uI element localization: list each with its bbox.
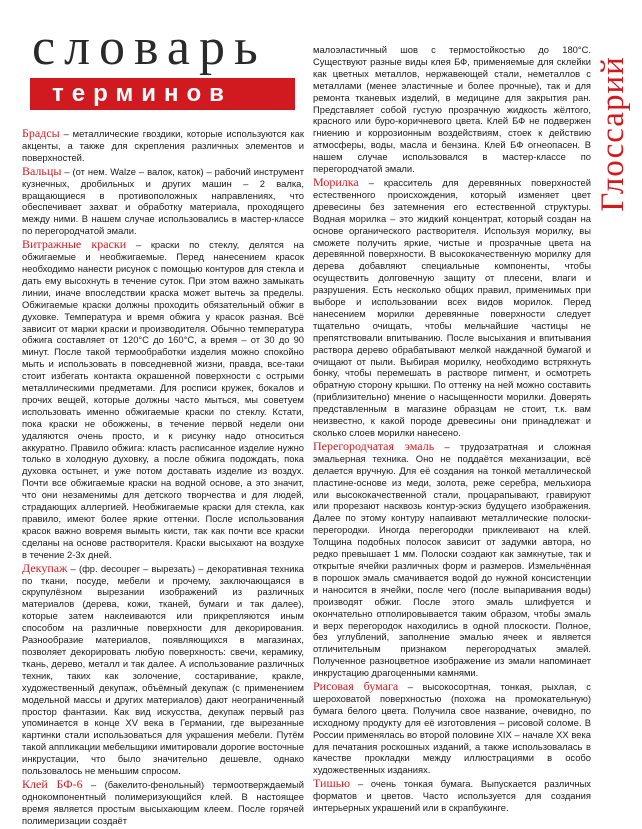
glossary-term: Клей БФ-6 xyxy=(22,776,83,791)
glossary-entry: Морилка – красситель для деревянных поверхностей естественного происхождения, который изменяет цвет древесины без затемнения его естественной структуры. Водная морилка – это жидкий концентрат, который создан на основе органического растворителя. Используя морилку, вы сможете получить яркие, чистые и прозрачные цвета на деревянной поверхности. В высококачественную морилку для дерева добавляют специальные компоненты, чтобы осуществить долговечную защиту от плесени, влаги и разрушения. Есть несколько общих правил, применимых при выборе и использовании всех видов морилок. Перед нанесением морилки деревянные поверхности следует тщательно очищать, чтобы мельчайшие частицы не препятствовали впитыванию. После высыхания и впитывания раствора дерево обрабатывают мелкой наждачной бумагой и очищают от пыли. Выбирая морилку, необходимо встряхнуть бонку, чтобы перемешать в растворе пигмент, и осмотреть обратную сторону крышки. По оттенку на ней можно составить (приблизительно) мнение о насыщенности морилки. Доверять представленным в магазине образцам не стоит, т.к. вам неизвестно, к какой породе древесины они принадлежат и сколько слоев морилки нанесено. xyxy=(313,174,591,438)
glossary-entry: Клей БФ-6 – (бакелито-фенольный) термоотверждаемый однокомпонентный полимеризующийся клей. В настоящее время является простым высыхающим клеем. После горячей полимеризации создаёт xyxy=(22,776,304,826)
glossary-entry: Тишью – очень тонкая бумага. Выпускается различных форматов и цветов. Часто используется для создания интерьерных украшений или в скрапбукинге. xyxy=(313,776,591,814)
glossary-entry: Витражные краски – краски по стеклу, делятся на обжигаемые и необжигаемые. Перед нанесением красок необходимо нанести рисунок с помощью контуров для стекла и дать ему высохнуть в течение суток. При этом важно замыкать линии, иначе впоследствии краска может вытечь за пределы. Обжигаемые краски должны проходить обязательный обжиг в духовке. Температура и время обжига у красок разная. Всё зависит от марки краски и производителя. Обычно температура обжига составляет от 120°С до 160°С, а время – от 30 до 90 минут. После такой термообработки изделия можно спокойно мыть и использовать в повседневной жизни, правда, все-таки стоит избегать контакта окрашенной поверхности с острыми металлическими предметами. Для росписи кружек, бокалов и прочих вещей, которые должны часто мыться, мы советуем использовать именно обжигаемые краски по стеклу. Кстати, пока краски не обожжены, в течение первой недели они удаляются очень просто, и к рисунку надо относиться аккуратно. Правило обжига: класть расписанное изделие нужно только в холодную духовку, а после обжига подождать, пока духовка остынет, и уже потом доставать изделие из воздух. Почти все обжигаемые краски на водной основе, а это значит, что они незаменимы для детского творчества и для людей, страдающих аллергией. Необжигаемые краски для стекла, как правило, имеют более яркие оттенки. После использования красок важно вовремя вымыть кисти, так как почти все краски сделаны на основе растворителя. Краски высыхают на воздухе в течение 2-3х дней. xyxy=(22,237,304,560)
glossary-definition: трудозатратная и сложная эмальерная техника. Оно не поддаётся механизации, всё делается вручную. Для её создания на тонкой металлической пластине-основе из меди, золота, реже серебра, мельхиора или высококачественной стали, процарапывают, гравируют или прорезают насквозь контур-эскиз будущего изображения. Далее по этому контуру напаивают металлические полоски-перегородки. Иногда перегородки приклеивают на клей. Толщина подобных полосок зависит от задумки автора, но редко превышает 1 мм. Полоски создают как замкнутые, так и открытые ячейки различных форм и размеров. Измельчённая в порошок эмаль смачивается водой до нужной консистенции и наносится в ячейки, после чего (после выпаривания воды) производят обжиг. После этого эмаль шлифуется и окончательно отполировывается таким образом, чтобы эмаль и верх перегородок находились в одной плоскости. Полное, без углублений, заполнение эмалью ячеек и является отличительным признаком перегородчатых эмалей. Полученное разноцветное изображение из эмали напоминает инкрустацию драгоценными камнями. xyxy=(313,440,591,679)
glossary-entry: Вальцы – (от нем. Walze – валок, каток) – рабочий инструмент кузнечных, дробильных и других машин – 2 валка, вращающиеся в противоположных направлениях, что обеспечивает захват и обработку материала, проходящего между ними. В нашем случае использовались в мастер-классе по перегородчатой эмали. xyxy=(22,163,304,237)
glossary-definition: высокосортная, тонкая, рыхлая, с шероховатой поверхностью (похожа на промокательную) бумага белого цвета. Получила свое название, очевидно, по исходному продукту для её изготовления – рисовой соломе. В России применялась во второй половине XIX – начале XX века для печатания роскошных изданий, а также использовалась в качестве прокладки между иллюстрациями в особо художественных изданиях. xyxy=(313,681,591,776)
left-column xyxy=(22,128,304,829)
glossary-entry: Декупаж – (фр. decouper – вырезать) – декоративная техника по ткани, посуде, мебели и прочему, заключающаяся в скрупулёзном вырезании изображений из различных материалов (дерева, кожи, тканей, бумаги и так далее), которые затем наклеиваются или прикрепляются иным способом на различные поверхности для декорирования. Разнообразие материалов, появляющихся в магазинах, позволяет декорировать любую поверхность: свечи, керамику, ткань, дерево, металл и так далее. А использование различных техник, таких как золочение, состаривание, кракле, художественный декупаж, объёмный декупаж (с применением модельной массы и других материалов) дают неограниченный простор фантазии. Как вид искусства, декупаж первый раз упоминается в конце XV века в Германии, где вырезанные картинки стали использоваться для украшения мебели. Путём такой аппликации мебельщики имитировали дорогие восточные инкрустации, что было значительно дешевле, однако пользовалось не меньшим спросом. xyxy=(22,560,304,777)
right-column xyxy=(313,44,591,816)
glossary-entry: Перегородчатая эмаль – трудозатратная и сложная эмальерная техника. Оно не поддаётся механизации, всё делается вручную. Для её создания на тонкой металлической пластине-основе из меди, золота, реже серебра, мельхиора или высококачественной стали, процарапывают, гравируют или прорезают насквозь контур-эскиз будущего изображения. Далее по этому контуру напаивают металлические полоски-перегородки. Иногда перегородки приклеивают на клей. Толщина подобных полосок зависит от задумки автора, но редко превышает 1 мм. Полоски создают как замкнутые, так и открытые ячейки различных форм и размеров. Измельчённая в порошок эмаль смачивается водой до нужной консистенции и наносится в ячейки, после чего (после выпаривания воды) производят обжиг. После этого эмаль шлифуется и окончательно отполировывается таким образом, чтобы эмаль и верх перегородок находились в одной плоскости. Полное, без углублений, заполнение эмалью ячеек и является отличительным признаком перегородчатых эмалей. Полученное разноцветное изображение из эмали напоминает инкрустацию драгоценными камнями. xyxy=(313,438,591,679)
glossary-entry: Брадсы – металлические гвоздики, которые используются как акценты, а также для скрепления различных элементов и поверхностей. xyxy=(22,126,304,163)
glossary-term: Рисовая бумага xyxy=(313,679,399,694)
glossary-header xyxy=(22,18,307,136)
glossary-term: Декупаж xyxy=(22,560,68,575)
glossary-definition: металлические гвоздики, которые используются как акценты, а также для скрепления различных элементов и поверхностей. xyxy=(22,128,304,163)
subtitle-banner xyxy=(30,78,295,110)
page-title: словарь xyxy=(32,19,267,76)
side-title: Глоссарий xyxy=(595,56,631,212)
glossary-term: Перегородчатая эмаль xyxy=(313,438,435,453)
glossary-term: Морилка xyxy=(313,174,359,189)
glossary-entry: Рисовая бумага – высокосортная, тонкая, рыхлая, с шероховатой поверхностью (похожа на промокательную) бумага белого цвета. Получила свое название, очевидно, по исходному продукту для её изготовления – рисовой соломе. В России применялась во второй половине XIX – начале XX века для печатания роскошных изданий, а также использовалась в качестве прокладки между иллюстрациями в особо художественных изданиях. xyxy=(313,679,591,776)
glossary-term: Витражные краски xyxy=(22,237,127,252)
glossary-definition: (бакелито-фенольный) термоотверждаемый однокомпонентный полимеризующийся клей. В настоящее время является простым высыхающим клеем. После горячей полимеризации создаёт xyxy=(22,778,304,826)
page-subtitle: терминов xyxy=(52,80,232,107)
glossary-term: Вальцы xyxy=(22,163,62,178)
glossary-definition: красситель для деревянных поверхностей естественного происхождения, который изменяет цвет древесины без затемнения его естественной структуры. Водная морилка – это жидкий концентрат, который создан на основе органического растворителя. Используя морилку, вы сможете получить яркие, чистые и прозрачные цвета на деревянной поверхности. В высококачественную морилку для дерева добавляют специальные компоненты, чтобы осуществить долговечную защиту от плесени, влаги и разрушения. Есть несколько общих правил, применимых при выборе и использовании всех видов морилок. Перед нанесением морилки деревянные поверхности следует тщательно очищать, чтобы мельчайшие частицы не препятствовали впитыванию. После высыхания и впитывания раствора дерево обрабатывают мелкой наждачной бумагой и очищают от пыли. Выбирая морилку, необходимо встряхнуть бонку, чтобы перемешать в растворе пигмент, и осмотреть обратную сторону крышки. По оттенку на ней можно составить (приблизительно) мнение о насыщенности морилки. Доверять представленным в магазине образцам не стоит, т.к. вам неизвестно, к какой породе древесины они принадлежат и сколько слоев морилки нанесено. xyxy=(313,176,591,438)
glossary-definition: очень тонкая бумага. Выпускается различных форматов и цветов. Часто используется для создания интерьерных украшений или в скрапбукинге. xyxy=(313,778,591,814)
glossary-term: Брадсы xyxy=(22,126,60,140)
side-title-wrapper xyxy=(594,14,632,254)
glossary-definition: (от нем. Walze – валок, каток) – рабочий инструмент кузнечных, дробильных и других машин – 2 валка, вращающиеся в противоположных направлениях, что обеспечивает захват и обработку материала, проходящего между ними. В нашем случае использовались в мастер-классе по перегородчатой эмали. xyxy=(22,165,304,237)
glossary-term: Тишью xyxy=(313,776,351,791)
glossary-definition: малоэластичный шов с термостойкостью до 180°С. Существуют разные виды клея БФ, применяемые для склейки как цветных металлов, нержавеющей стали, неметаллов с металлами (менее эластичные и более прочные), так и для ремонта тканевых изделий, в медицине для закрытия ран. Представляет собой густую прозрачную жидкость жёлтого, красного или буро-коричневого цвета. Клей БФ не подвержен гниению и коррозионным воздействиям, стоек к действию атмосферы, воды, масла и бензина. Клей БФ огнеопасен. В нашем случае использовался в мастер-классе по перегородчатой эмали. xyxy=(313,44,591,175)
glossary-definition: (фр. decouper – вырезать) – декоративная техника по ткани, посуде, мебели и прочему, заключающаяся в скрупулёзном вырезании изображений из различных материалов (дерева, кожи, тканей, бумаги и так далее), которые затем наклеиваются или прикрепляются иным способом на различные поверхности для декорирования. Разнообразие материалов, появляющихся в магазинах, позволяет декорировать любую поверхность: свечи, керамику, ткань, дерево, металл и так далее. А использование различных техник, таких как золочение, состаривание, кракле, художественный декупаж, объёмный декупаж (с применением модельной массы и других материалов) дают неограниченный простор фантазии. Как вид искусства, декупаж первый раз упоминается в конце XV века в Германии, где вырезанные картинки стали использоваться для украшения мебели. Путём такой аппликации мебельщики имитировали дорогие восточные инкрустации, что было значительно дешевле, однако пользовалось не меньшим спросом. xyxy=(22,562,304,777)
glossary-definition: краски по стеклу, делятся на обжигаемые и необжигаемые. Перед нанесением красок необходимо нанести рисунок с помощью контуров для стекла и дать ему высохнуть в течение суток. При этом важно замыкать линии, иначе впоследствии краска может вытечь за пределы. Обжигаемые краски должны проходить обязательный обжиг в духовке. Температура и время обжига у красок разная. Всё зависит от марки краски и производителя. Обычно температура обжига составляет от 120°С до 160°С, а время – от 30 до 90 минут. После такой термообработки изделия можно спокойно мыть и использовать в повседневной жизни, правда, все-таки стоит избегать контакта окрашенной поверхности с острыми металлическими предметами. Для росписи кружек, бокалов и прочих вещей, которые должны часто мыться, мы советуем использовать именно обжигаемые краски по стеклу. Кстати, пока краски не обожжены, в течение первой недели они удаляются очень просто, и к рисунку надо относиться аккуратно. Правило обжига: класть расписанное изделие нужно только в холодную духовку, а после обжига подождать, пока духовка остынет, и уже потом доставать изделие из воздух. Почти все обжигаемые краски на водной основе, а это значит, что они незаменимы для детского творчества и для людей, страдающих аллергией. Необжигаемые краски для стекла, как правило, имеют более яркие оттенки. После использования красок важно вовремя вымыть кисти, так как почти все краски сделаны на основе растворителя. Краски высыхают на воздухе в течение 2-3х дней. xyxy=(22,239,304,560)
glossary-entry xyxy=(313,44,591,175)
